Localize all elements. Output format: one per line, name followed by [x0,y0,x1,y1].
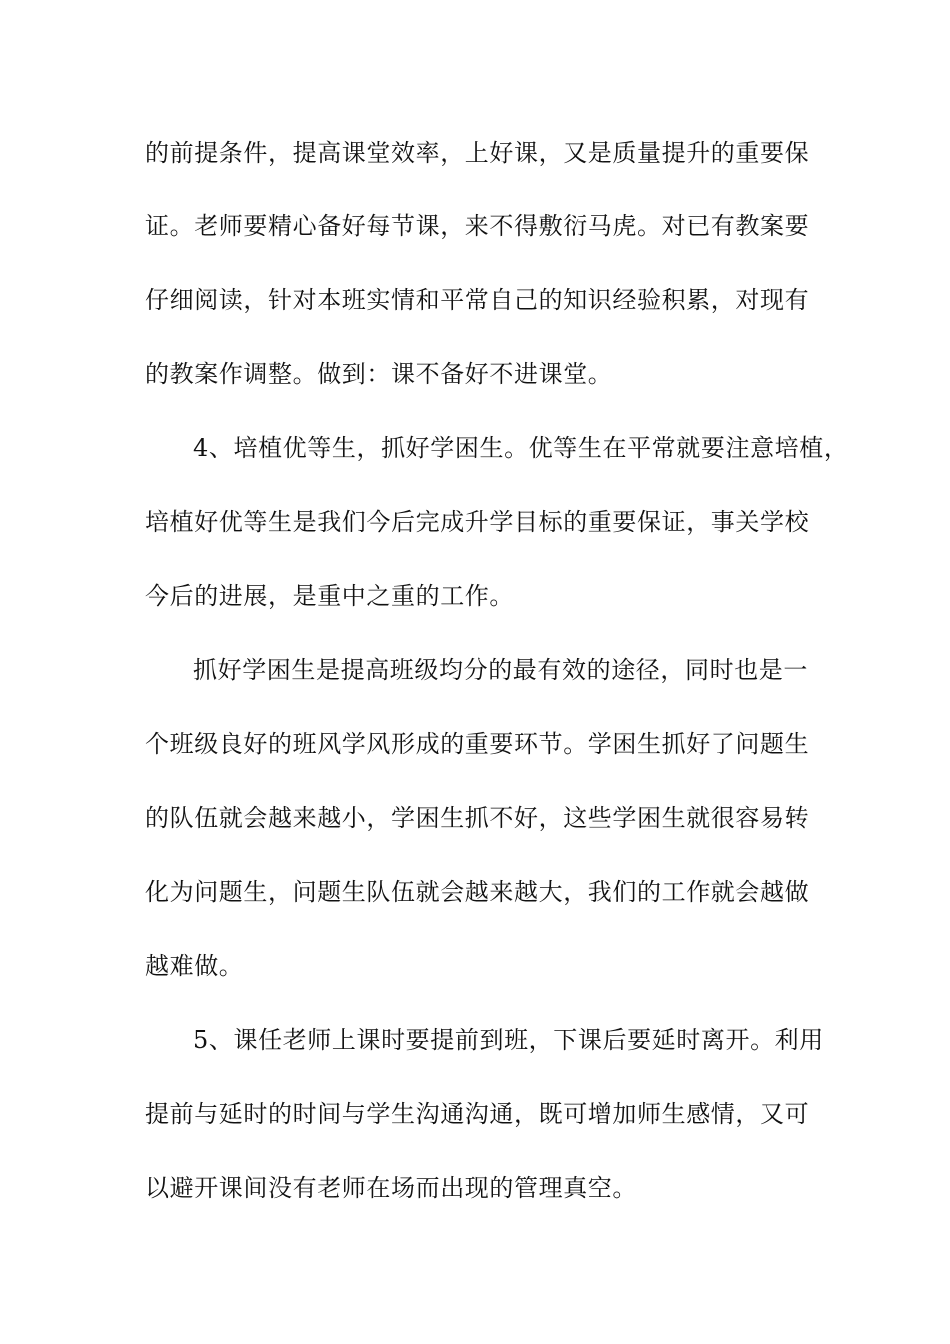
paragraph-3-line-1: 抓好学困生是提高班级均分的最有效的途径，同时也是一 [193,656,808,684]
paragraph-2-line-3: 今后的进展，是重中之重的工作。 [145,582,514,610]
paragraph-4-line-3: 以避开课间没有老师在场而出现的管理真空。 [145,1174,637,1202]
paragraph-1-line-1: 的前提条件，提高课堂效率，上好课，又是质量提升的重要保 [145,139,810,167]
paragraph-1-line-2: 证。老师要精心备好每节课，来不得敷衍马虎。对已有教案要 [145,212,810,240]
paragraph-4-line-1: 5、课任老师上课时要提前到班，下课后要延时离开。利用 [193,1026,824,1054]
paragraph-3-line-2: 个班级良好的班风学风形成的重要环节。学困生抓好了问题生 [145,730,810,758]
paragraph-1-line-4: 的教案作调整。做到：课不备好不进课堂。 [145,360,613,388]
paragraph-3-line-4: 化为问题生，问题生队伍就会越来越大，我们的工作就会越做 [145,878,810,906]
paragraph-2-line-2: 培植好优等生是我们今后完成升学目标的重要保证，事关学校 [145,508,810,536]
paragraph-3-line-5: 越难做。 [145,952,244,980]
paragraph-4-line-2: 提前与延时的时间与学生沟通沟通，既可增加师生感情，又可 [145,1100,810,1128]
paragraph-3-line-3: 的队伍就会越来越小，学困生抓不好，这些学困生就很容易转 [145,804,810,832]
paragraph-1-line-3: 仔细阅读，针对本班实情和平常自己的知识经验积累，对现有 [145,286,810,314]
paragraph-2-line-1: 4、培植优等生，抓好学困生。优等生在平常就要注意培植， [193,434,849,462]
